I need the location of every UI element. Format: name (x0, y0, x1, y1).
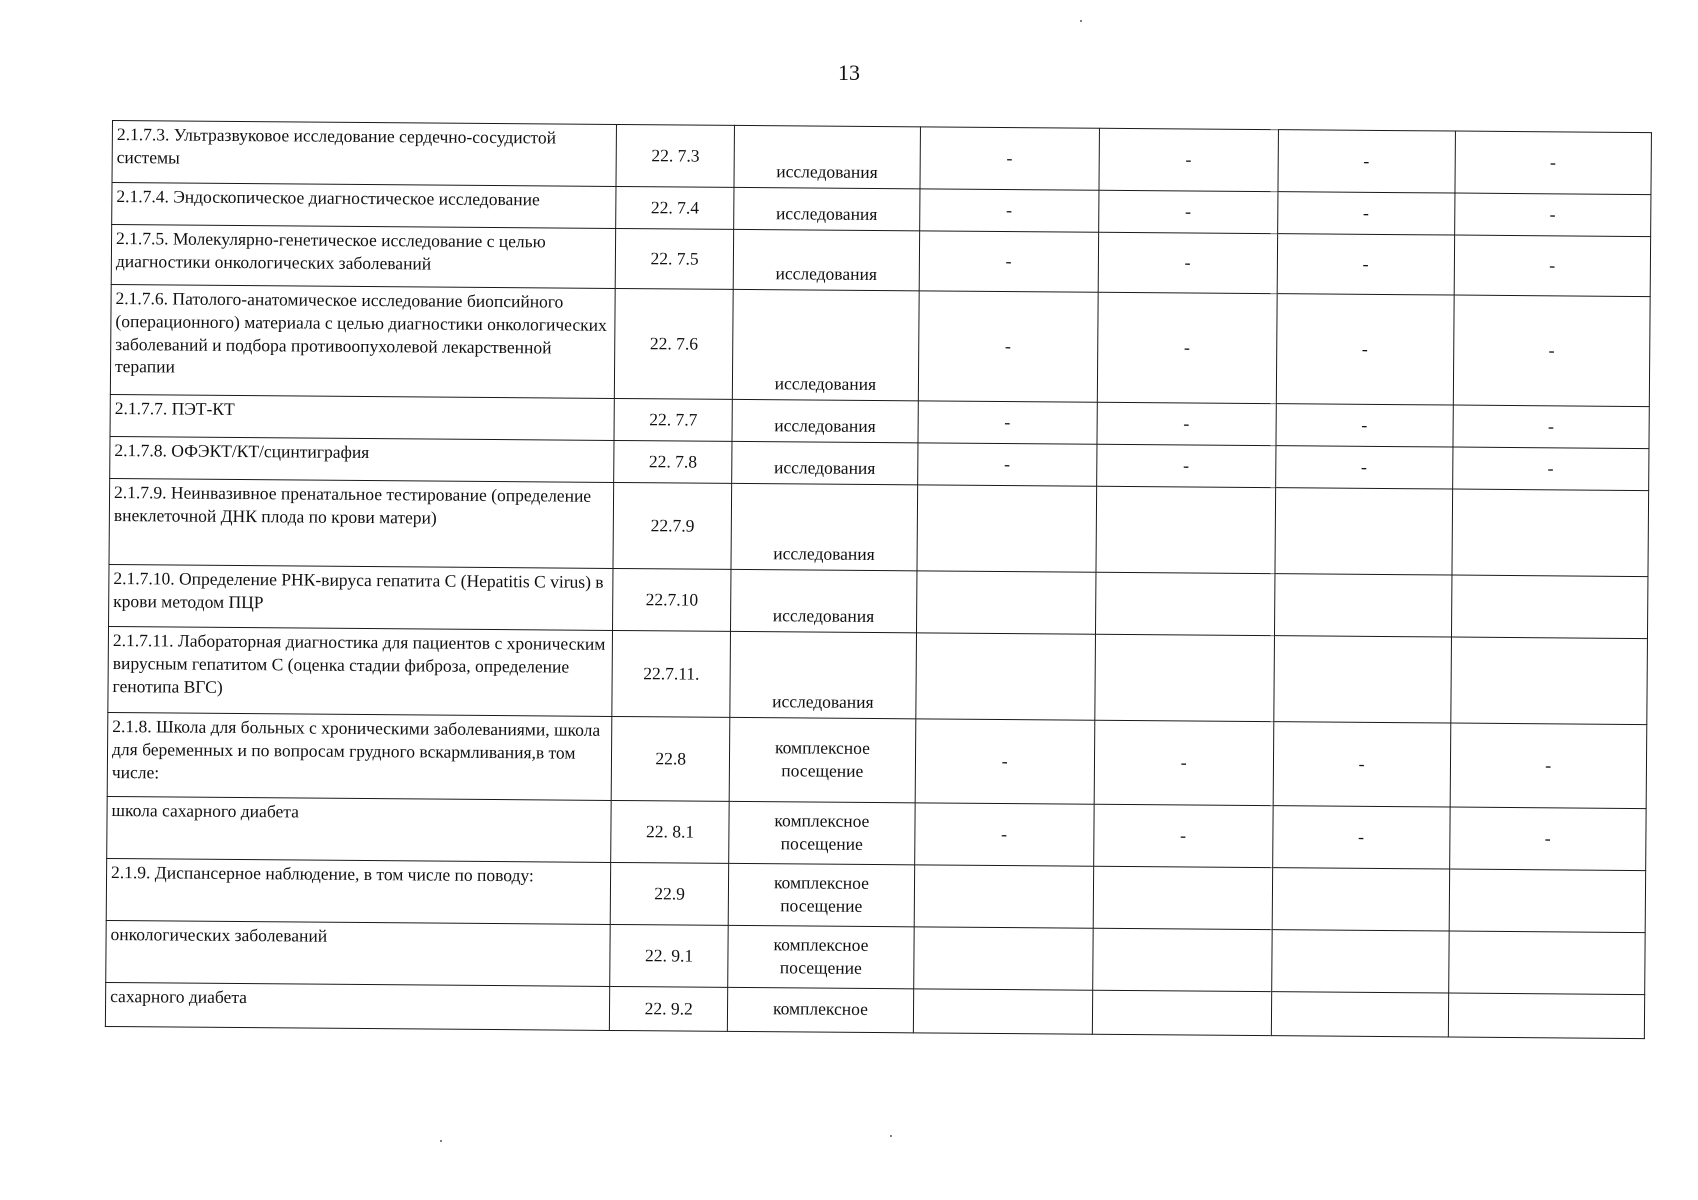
page-number: 13 (838, 60, 860, 85)
row-value (1451, 489, 1648, 577)
row-value (916, 633, 1096, 720)
row-value (1092, 928, 1271, 991)
services-table (105, 120, 1652, 1039)
row-value: - (1097, 402, 1276, 445)
row-value (1271, 930, 1448, 993)
row-code: 22.7.9 (613, 482, 732, 569)
row-description: 2.1.7.3. Ультразвуковое исследование сердечно-сосудистой системы (112, 121, 617, 187)
row-value: - (1093, 804, 1272, 867)
row-unit: исследования (731, 569, 917, 632)
row-value (1274, 574, 1451, 637)
table-row (110, 284, 1650, 406)
row-value (1450, 637, 1647, 725)
row-unit: исследования (730, 631, 916, 718)
row-value (1448, 931, 1645, 995)
row-value: - (914, 803, 1093, 866)
row-value (1449, 869, 1646, 933)
row-value (1272, 868, 1449, 931)
row-value (1451, 575, 1648, 639)
row-description: 2.1.7.10. Определение РНК-вируса гепатита С (Hepatitis C virus) в крови методом ПЦР (109, 564, 614, 630)
scan-speck (440, 1140, 442, 1142)
row-value: - (1450, 723, 1647, 809)
row-value (1096, 486, 1276, 573)
row-code: 22. 7.7 (614, 398, 732, 441)
row-value (1095, 634, 1275, 721)
row-value: - (1276, 404, 1453, 447)
table-row (108, 626, 1648, 724)
row-description: 2.1.7.8. ОФЭКТ/КТ/сцинтиграфия (110, 436, 615, 482)
row-code: 22. 9.2 (610, 986, 728, 1031)
row-value: - (1276, 294, 1454, 405)
row-description: 2.1.7.6. Патолого-анатомическое исследование биопсийного (операционного) материала с целью диагностики онкологических заболеваний и подбора противоопухолевой лекарственной терапии (110, 284, 615, 398)
row-value: - (1454, 131, 1651, 195)
row-description: школа сахарного диабета (107, 796, 612, 862)
row-value: - (1272, 806, 1449, 869)
row-value (1275, 488, 1452, 575)
row-value: - (1454, 193, 1651, 237)
row-value (913, 927, 1092, 990)
row-unit: исследования (734, 125, 920, 188)
row-value: - (1277, 192, 1454, 235)
row-unit: исследования (732, 289, 918, 400)
row-unit: исследования (732, 399, 918, 442)
row-value (914, 865, 1093, 928)
row-value (1095, 572, 1274, 635)
row-unit: комплексное посещение (729, 801, 915, 864)
row-value (917, 485, 1097, 572)
scan-speck (1080, 20, 1082, 22)
row-value: - (1449, 807, 1646, 871)
row-value: - (1097, 292, 1277, 403)
row-unit: исследования (731, 483, 917, 570)
row-value: - (1452, 447, 1649, 491)
row-code: 22. 7.4 (616, 186, 734, 229)
row-description: 2.1.7.5. Молекулярно-генетическое исследование с целью диагностики онкологических заболеваний (111, 225, 616, 289)
row-value: - (918, 401, 1097, 444)
row-value: - (917, 443, 1096, 486)
table-row (109, 478, 1649, 576)
row-value: - (1275, 446, 1452, 489)
row-value: - (919, 189, 1098, 232)
row-description: сахарного диабета (105, 982, 610, 1030)
row-value: - (1099, 128, 1278, 191)
row-code: 22.9 (610, 862, 728, 925)
row-value: - (1098, 190, 1277, 233)
row-value: - (1273, 722, 1450, 807)
row-code: 22. 7.5 (615, 228, 733, 289)
row-code: 22. 7.6 (615, 288, 734, 399)
row-value (1093, 866, 1272, 929)
row-description: 2.1.8. Школа для больных с хроническими заболеваниями, школа для беременных и по вопросам грудного вскармливания,в том числе: (107, 712, 612, 800)
row-code: 22.7.10 (613, 568, 731, 631)
row-description: онкологических заболеваний (106, 920, 611, 986)
row-description: 2.1.9. Диспансерное наблюдение, в том числе по поводу: (106, 858, 611, 924)
row-description: 2.1.7.7. ПЭТ-КТ (110, 394, 615, 440)
row-value: - (918, 291, 1098, 402)
row-value: - (1453, 295, 1650, 407)
row-unit: комплексное посещение (729, 717, 915, 802)
row-unit: исследования (732, 441, 918, 484)
row-code: 22. 7.3 (616, 124, 734, 187)
row-value: - (1277, 234, 1454, 295)
row-code: 22. 8.1 (611, 800, 729, 863)
row-value (1092, 990, 1271, 1035)
scan-speck (890, 1135, 892, 1137)
row-value: - (1452, 405, 1649, 449)
row-value (1271, 992, 1448, 1037)
row-code: 22. 9.1 (610, 924, 728, 987)
row-value: - (1094, 720, 1274, 805)
row-value (913, 989, 1092, 1034)
row-description: 2.1.7.11. Лабораторная диагностика для пациентов с хроническим вирусным гепатитом С (оценка стадии фиброза, определение генотипа ВГС) (108, 626, 613, 716)
row-unit: комплексное посещение (728, 925, 914, 988)
row-description: 2.1.7.9. Неинвазивное пренатальное тестирование (определение внеклеточной ДНК плода по крови матери) (109, 478, 614, 568)
row-description: 2.1.7.4. Эндоскопическое диагностическое исследование (112, 183, 617, 229)
row-value (1448, 993, 1645, 1039)
row-code: 22.7.11. (612, 630, 731, 717)
row-value: - (1278, 130, 1455, 193)
row-unit: исследования (733, 229, 919, 290)
row-value: - (1454, 235, 1651, 297)
row-unit: исследования (734, 187, 920, 230)
row-code: 22. 7.8 (614, 440, 732, 483)
row-value: - (1096, 444, 1275, 487)
row-code: 22.8 (611, 716, 730, 801)
row-value: - (915, 719, 1095, 804)
row-value (916, 571, 1095, 634)
row-value: - (919, 231, 1098, 292)
row-value: - (920, 127, 1099, 190)
row-unit: комплексное (728, 987, 914, 1032)
row-value: - (1098, 232, 1277, 293)
table-row (107, 712, 1647, 808)
row-value (1273, 636, 1450, 723)
row-unit: комплексное посещение (728, 863, 914, 926)
